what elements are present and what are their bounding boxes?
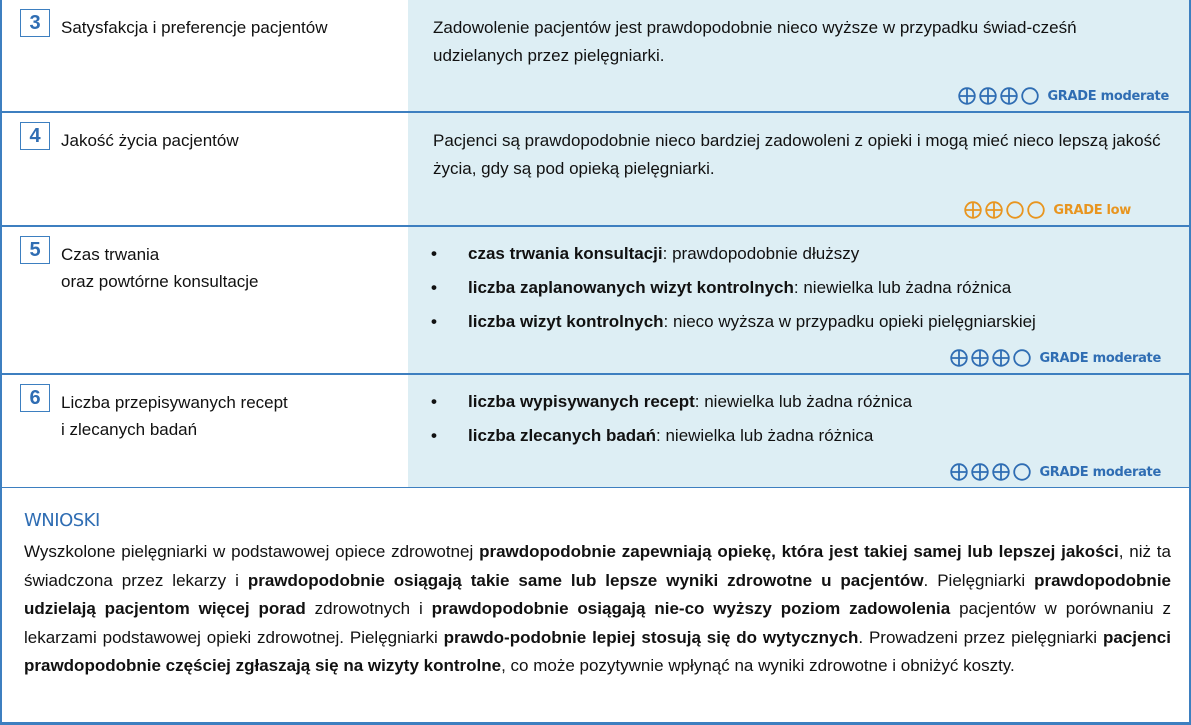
bullet-text: : nieco wyższa w przypadku opieki pielęgniarskiej <box>663 312 1036 331</box>
outcome-number-badge: 4 <box>20 122 50 150</box>
bullet-icon: • <box>431 312 437 331</box>
conclusion-text-segment: zdrowotnych i <box>305 599 432 618</box>
grade-certainty-icons <box>958 87 1039 105</box>
certainty-plus-circle-icon <box>992 463 1010 481</box>
outcome-title: Satysfakcja i preferencje pacjentów <box>61 18 328 37</box>
outcome-title-line: i zlecanych badań <box>61 420 198 439</box>
bullet-term: liczba zlecanych badań <box>468 426 657 445</box>
certainty-plus-circle-icon <box>964 201 982 219</box>
grade-label: GRADE low <box>1053 202 1131 218</box>
bullet-icon: • <box>431 392 437 411</box>
certainty-plus-circle-icon <box>950 463 968 481</box>
conclusion-text-segment: Wyszkolone pielęgniarki w podstawowej opiece zdrowotnej <box>24 542 480 561</box>
outcome-label-cell <box>2 375 408 487</box>
conclusion-text-segment: . Prowadzeni przez pielęgniarki <box>858 627 1103 647</box>
outcome-title: Jakość życia pacjentów <box>61 131 239 150</box>
conclusion-text-segment: . Pielęgniarki <box>923 570 1035 590</box>
outcome-row-satisfaction <box>2 0 1189 113</box>
bullet-term: liczba wypisywanych recept <box>468 392 695 411</box>
certainty-plus-circle-icon <box>992 349 1010 367</box>
conclusion-emphasis: prawdopodobnie zapewniają opiekę, która jest takiej samej lub lepszej jakości <box>479 542 1119 561</box>
finding-bullet <box>428 237 1179 271</box>
conclusion-text-segment: , co może pozytywnie wpłynąć na wyniki zdrowotne i obniżyć koszty. <box>501 656 1015 675</box>
certainty-plus-circle-icon <box>971 463 989 481</box>
conclusion-text-segment: pacjentów w porównaniu z lekarzami podstawowej opieki zdrowotnej. Pielęgniarki <box>24 599 1171 647</box>
bullet-icon: • <box>431 278 437 297</box>
grade-certainty-icons <box>950 349 1031 367</box>
certainty-empty-circle-icon <box>1006 201 1024 219</box>
conclusions-heading: WNIOSKI <box>24 510 100 531</box>
bullet-text: : niewielka lub żadna różnica <box>793 278 1012 297</box>
finding-bullet <box>428 385 1179 419</box>
conclusion-text-segment: , niż ta świadczona przez lekarzy i <box>24 542 1171 590</box>
grade-rating <box>950 349 1161 367</box>
conclusion-emphasis: prawdopodobnie osiągają nie-co wyższy poziom zadowolenia <box>431 599 951 618</box>
grade-certainty-icons <box>950 463 1031 481</box>
conclusion-emphasis: prawdo-podobnie lepiej stosują się do wytycznych <box>443 627 859 647</box>
outcome-title-line: oraz powtórne konsultacje <box>61 272 259 291</box>
finding-cell <box>408 375 1189 487</box>
finding-bullet-list <box>428 237 1179 339</box>
finding-cell <box>408 113 1189 225</box>
grade-rating <box>950 463 1161 481</box>
bullet-text: : niewielka lub żadna różnica <box>694 392 913 411</box>
certainty-plus-circle-icon <box>985 201 1003 219</box>
conclusion-emphasis: pacjenci prawdopodobnie częściej zgłaszają się na wizyty kontrolne <box>24 627 1171 675</box>
outcome-title <box>61 241 401 295</box>
outcome-row-quality-of-life <box>2 113 1189 227</box>
outcome-label-cell <box>2 0 408 111</box>
conclusion-emphasis: prawdopodobnie osiągają takie same lub lepsze wyniki zdrowotne u pacjentów <box>247 570 924 590</box>
certainty-plus-circle-icon <box>971 349 989 367</box>
outcome-title-line: Liczba przepisywanych recept <box>61 393 288 412</box>
grade-certainty-icons <box>964 201 1045 219</box>
certainty-empty-circle-icon <box>1021 87 1039 105</box>
bullet-icon: • <box>431 244 437 263</box>
bullet-term: liczba wizyt kontrolnych <box>468 312 664 331</box>
conclusions-text <box>24 538 1171 681</box>
finding-bullet-list <box>428 385 1179 453</box>
certainty-empty-circle-icon <box>1013 463 1031 481</box>
bullet-text: : prawdopodobnie dłuższy <box>662 244 860 263</box>
finding-bullet <box>428 305 1179 339</box>
outcome-row-prescriptions <box>2 375 1189 489</box>
certainty-empty-circle-icon <box>1013 349 1031 367</box>
outcome-row-consultation-length <box>2 227 1189 375</box>
bullet-text: : niewielka lub żadna różnica <box>656 426 874 445</box>
certainty-plus-circle-icon <box>958 87 976 105</box>
finding-text: Pacjenci są prawdopodobnie nieco bardziej zadowoleni z opieki i mogą mieć nieco lepszą jakość życia, gdy są pod opieką pielęgniarki. <box>433 131 1161 178</box>
outcome-number-badge: 5 <box>20 236 50 264</box>
certainty-empty-circle-icon <box>1027 201 1045 219</box>
outcome-label-cell <box>2 113 408 225</box>
outcome-number-badge: 6 <box>20 384 50 412</box>
conclusions-section <box>2 488 1189 722</box>
certainty-plus-circle-icon <box>979 87 997 105</box>
finding-text: Zadowolenie pacjentów jest prawdopodobnie nieco wyższe w przypadku świad-cześń udzielanych przez pielęgniarki. <box>433 18 1077 65</box>
bullet-icon: • <box>431 426 437 445</box>
finding-cell <box>408 227 1189 373</box>
finding-cell <box>408 0 1189 111</box>
grade-rating <box>958 87 1169 105</box>
finding-bullet <box>428 271 1179 305</box>
bullet-term: liczba zaplanowanych wizyt kontrolnych <box>468 278 794 297</box>
outcome-title-line: Czas trwania <box>61 245 160 264</box>
grade-label: GRADE moderate <box>1039 464 1161 480</box>
finding-bullet <box>428 419 1179 453</box>
outcome-number-badge: 3 <box>20 9 50 37</box>
certainty-plus-circle-icon <box>950 349 968 367</box>
conclusion-emphasis: prawdopodobnie udzielają pacjentom więcej porad <box>24 570 1171 618</box>
bullet-term: czas trwania konsultacji <box>468 244 663 263</box>
outcome-title <box>61 389 401 443</box>
grade-label: GRADE moderate <box>1047 88 1169 104</box>
grade-label: GRADE moderate <box>1039 350 1161 366</box>
certainty-plus-circle-icon <box>1000 87 1018 105</box>
grade-rating <box>964 201 1131 219</box>
outcome-label-cell <box>2 227 408 373</box>
